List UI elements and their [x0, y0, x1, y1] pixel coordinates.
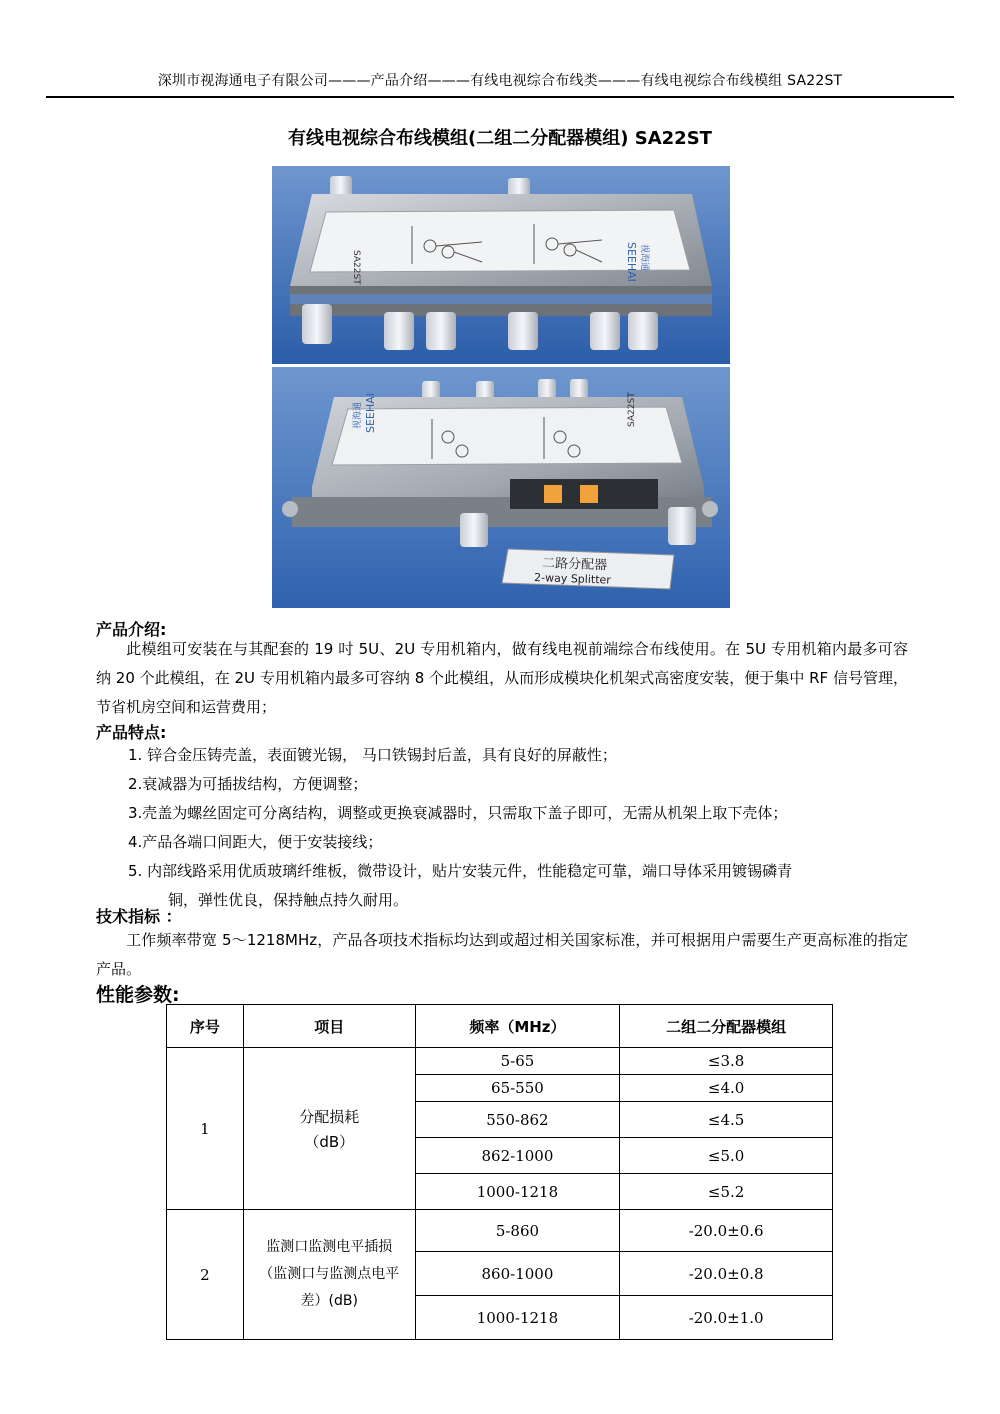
freq-cell: 5-860 [415, 1210, 620, 1252]
card-label-cn: 二路分配器 [541, 556, 608, 574]
row-index: 1 [167, 1048, 244, 1210]
attenuator [580, 485, 598, 503]
list-item: 3.壳盖为螺丝固定可分离结构，调整或更换衰减器时，只需取下盖子即可，无需从机架上取下壳体； [128, 804, 788, 822]
label-brand-en: SEEHAI [364, 393, 377, 433]
table-header-row [167, 1005, 833, 1048]
row-index: 2 [167, 1210, 244, 1340]
features-heading: 产品特点: [96, 723, 167, 742]
value-cell: ≤5.0 [620, 1138, 833, 1174]
label-model-text: SA22ST [627, 392, 637, 427]
card-label-en: 2-way Splitter [533, 571, 612, 587]
col-header-frequency: 频率（MHz） [415, 1005, 620, 1048]
tech-text: 工作频率带宽 5～1218MHz，产品各项技术指标均达到或超过相关国家标准，并可根据用户需要生产更高标准的指定产品。 [96, 931, 908, 978]
attenuator [544, 485, 562, 503]
row-item-line: （监测口与监测点电平 [259, 1266, 400, 1282]
row-item-line: 分配损耗 [299, 1107, 360, 1126]
list-item-continuation: 铜，弹性优良，保持触点持久耐用。 [168, 891, 409, 909]
features-list [128, 741, 918, 915]
product-photo-open [272, 367, 730, 608]
list-item: 2.衰减器为可插拔结构，方便调整； [128, 775, 368, 793]
freq-cell: 1000-1218 [415, 1296, 620, 1340]
value-cell: ≤3.8 [620, 1048, 833, 1075]
row-item [243, 1210, 415, 1340]
list-item: 4.产品各端口间距大，便于安装接线； [128, 833, 383, 851]
freq-cell: 5-65 [415, 1048, 620, 1075]
label-brand-cn: 视海通 [353, 401, 363, 429]
value-cell: -20.0±0.6 [620, 1210, 833, 1252]
label-model-text: SA22ST [351, 250, 361, 285]
intro-paragraph [96, 635, 908, 722]
intro-text: 此模组可安装在与其配套的 19 吋 5U、2U 专用机箱内，做有线电视前端综合布线使用。在 5U 专用机箱内最多可容纳 20 个此模组，在 2U 专用机箱内最多可容纳 8 个此模组，从而形成模块化机架式高密度安装，便于集中 RF 信号管理，节省机房空间和运营费用； [96, 640, 908, 716]
freq-cell: 860-1000 [415, 1252, 620, 1296]
page-title: 有线电视综合布线模组(二组二分配器模组) SA22ST [288, 128, 712, 149]
freq-cell: 1000-1218 [415, 1174, 620, 1210]
list-item: 5. 内部线路采用优质玻璃纤维板，微带设计，贴片安装元件，性能稳定可靠，端口导体采用镀锡磷青 [128, 862, 793, 880]
performance-table [166, 1004, 833, 1340]
row-item-line: （dB） [304, 1132, 355, 1151]
tech-paragraph [96, 926, 908, 984]
col-header-item: 项目 [243, 1005, 415, 1048]
col-header-module: 二组二分配器模组 [620, 1005, 833, 1048]
row-item-line: 差）(dB) [300, 1293, 358, 1309]
row-item [243, 1048, 415, 1210]
intro-heading: 产品介绍: [96, 620, 167, 639]
list-item: 1. 锌合金压铸壳盖，表面镀光锡， 马口铁锡封后盖，具有良好的屏蔽性； [128, 746, 617, 764]
performance-heading: 性能参数: [96, 984, 180, 1006]
tech-heading: 技术指标 ： [96, 907, 182, 926]
col-header-index: 序号 [167, 1005, 244, 1048]
header-divider [46, 96, 954, 98]
value-cell: -20.0±0.8 [620, 1252, 833, 1296]
freq-cell: 65-550 [415, 1075, 620, 1102]
freq-cell: 550-862 [415, 1102, 620, 1138]
row-item-line: 监测口监测电平插损 [266, 1239, 393, 1255]
table-row [167, 1048, 833, 1075]
value-cell: -20.0±1.0 [620, 1296, 833, 1340]
value-cell: ≤5.2 [620, 1174, 833, 1210]
table-row [167, 1210, 833, 1252]
header-breadcrumb: 深圳市视海通电子有限公司———产品介绍———有线电视综合布线类———有线电视综合布线模组 SA22ST [157, 73, 843, 89]
label-brand-en: SEEHAI [625, 242, 638, 282]
freq-cell: 862-1000 [415, 1138, 620, 1174]
value-cell: ≤4.0 [620, 1075, 833, 1102]
label-brand-cn: 视海通 [639, 244, 649, 272]
value-cell: ≤4.5 [620, 1102, 833, 1138]
product-photo-front [272, 166, 730, 364]
